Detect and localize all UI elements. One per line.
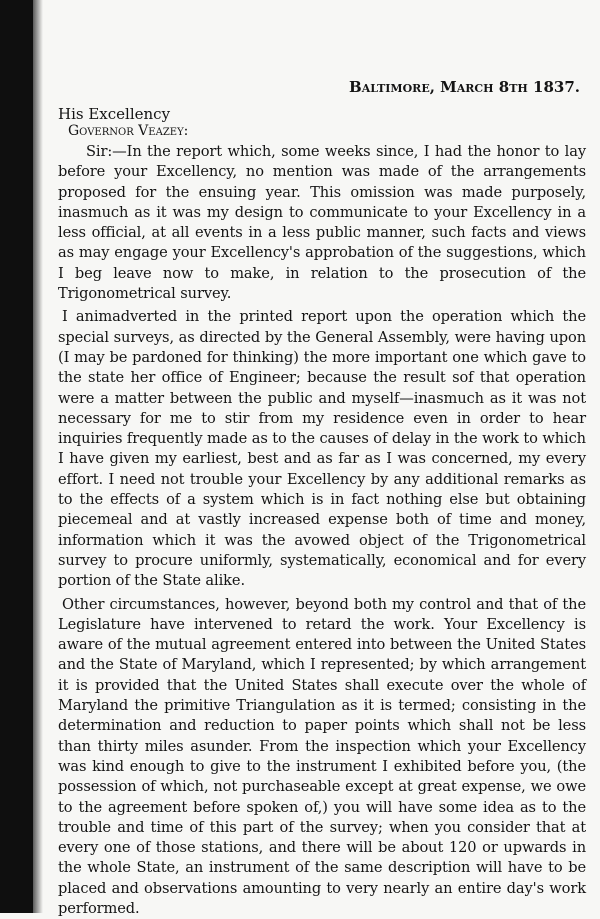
paragraph-2: I animadverted in the printed report upon the operation which the special surveys, as directed by the General Assembly, were having upon (I may be pardoned for thinking) the more important one which gave to the state her office of Engineer; because the result sof that operation were a matter between the public and myself—inasmuch as it was not necessary for me to stir from my residence even in order to hear inquiries frequently made as to the causes of delay in the work to which I have given my earliest, best and as far as I was concerned, my every effort. I need not trouble your Excellency by any additional remarks as to the effects of a system which is in fact nothing else but obtaining piecemeal and at vastly increased expense both of time and money, information which it was the avowed object of the Trigonometrical survey to procure uniformly, systematically, economical and for every portion of the State alike. bbox=[58, 308, 586, 590]
paragraph-1: Sir:—In the report which, some weeks since, I had the honor to lay before your Excellency, no mention was made of the arrangements proposed for the ensuing year. This omission was made purposely, inasmuch as it was my design to communicate to your Excellency in a less official, at all events in a less public manner, such facts and views as may engage your Excellency's approbation of the suggestions, which I beg leave now to make, in relation to the prosecution of the Trigonometrical survey. bbox=[58, 143, 586, 303]
paragraph-3: Other circumstances, however, beyond both my control and that of the Legislature have intervened to retard the work. Your Excellency is aware of the mutual agreement entered into between the United States and the State of Maryland, which I represented; by which arrangement it is provided that the United States shall execute over the whole of Maryland the primitive Triangulation as it is termed; consisting in the determination and reduction to paper points which shall not be less than thirty miles asunder. From the inspection which your Excellency was kind enough to give to the instrument I exhibited before you, (the possession of which, not purchaseable except at great expense, we owe to the agreement before spoken of,) you will have some idea as to the trouble and time of this part of the survey; when you consider that at every one of those stations, and there will be about 120 or upwards in the whole State, an instrument of the same description will have to be placed and observations amounting to very nearly an entire day's work performed. bbox=[58, 595, 586, 917]
salutation: His Excellency bbox=[58, 105, 171, 123]
letter-page bbox=[58, 78, 586, 919]
addressee: Governor Veazey: bbox=[68, 123, 189, 139]
dateline: Baltimore, March 8th 1837. bbox=[349, 78, 580, 96]
page-binding-edge bbox=[0, 0, 33, 913]
binding-shadow bbox=[33, 0, 43, 913]
